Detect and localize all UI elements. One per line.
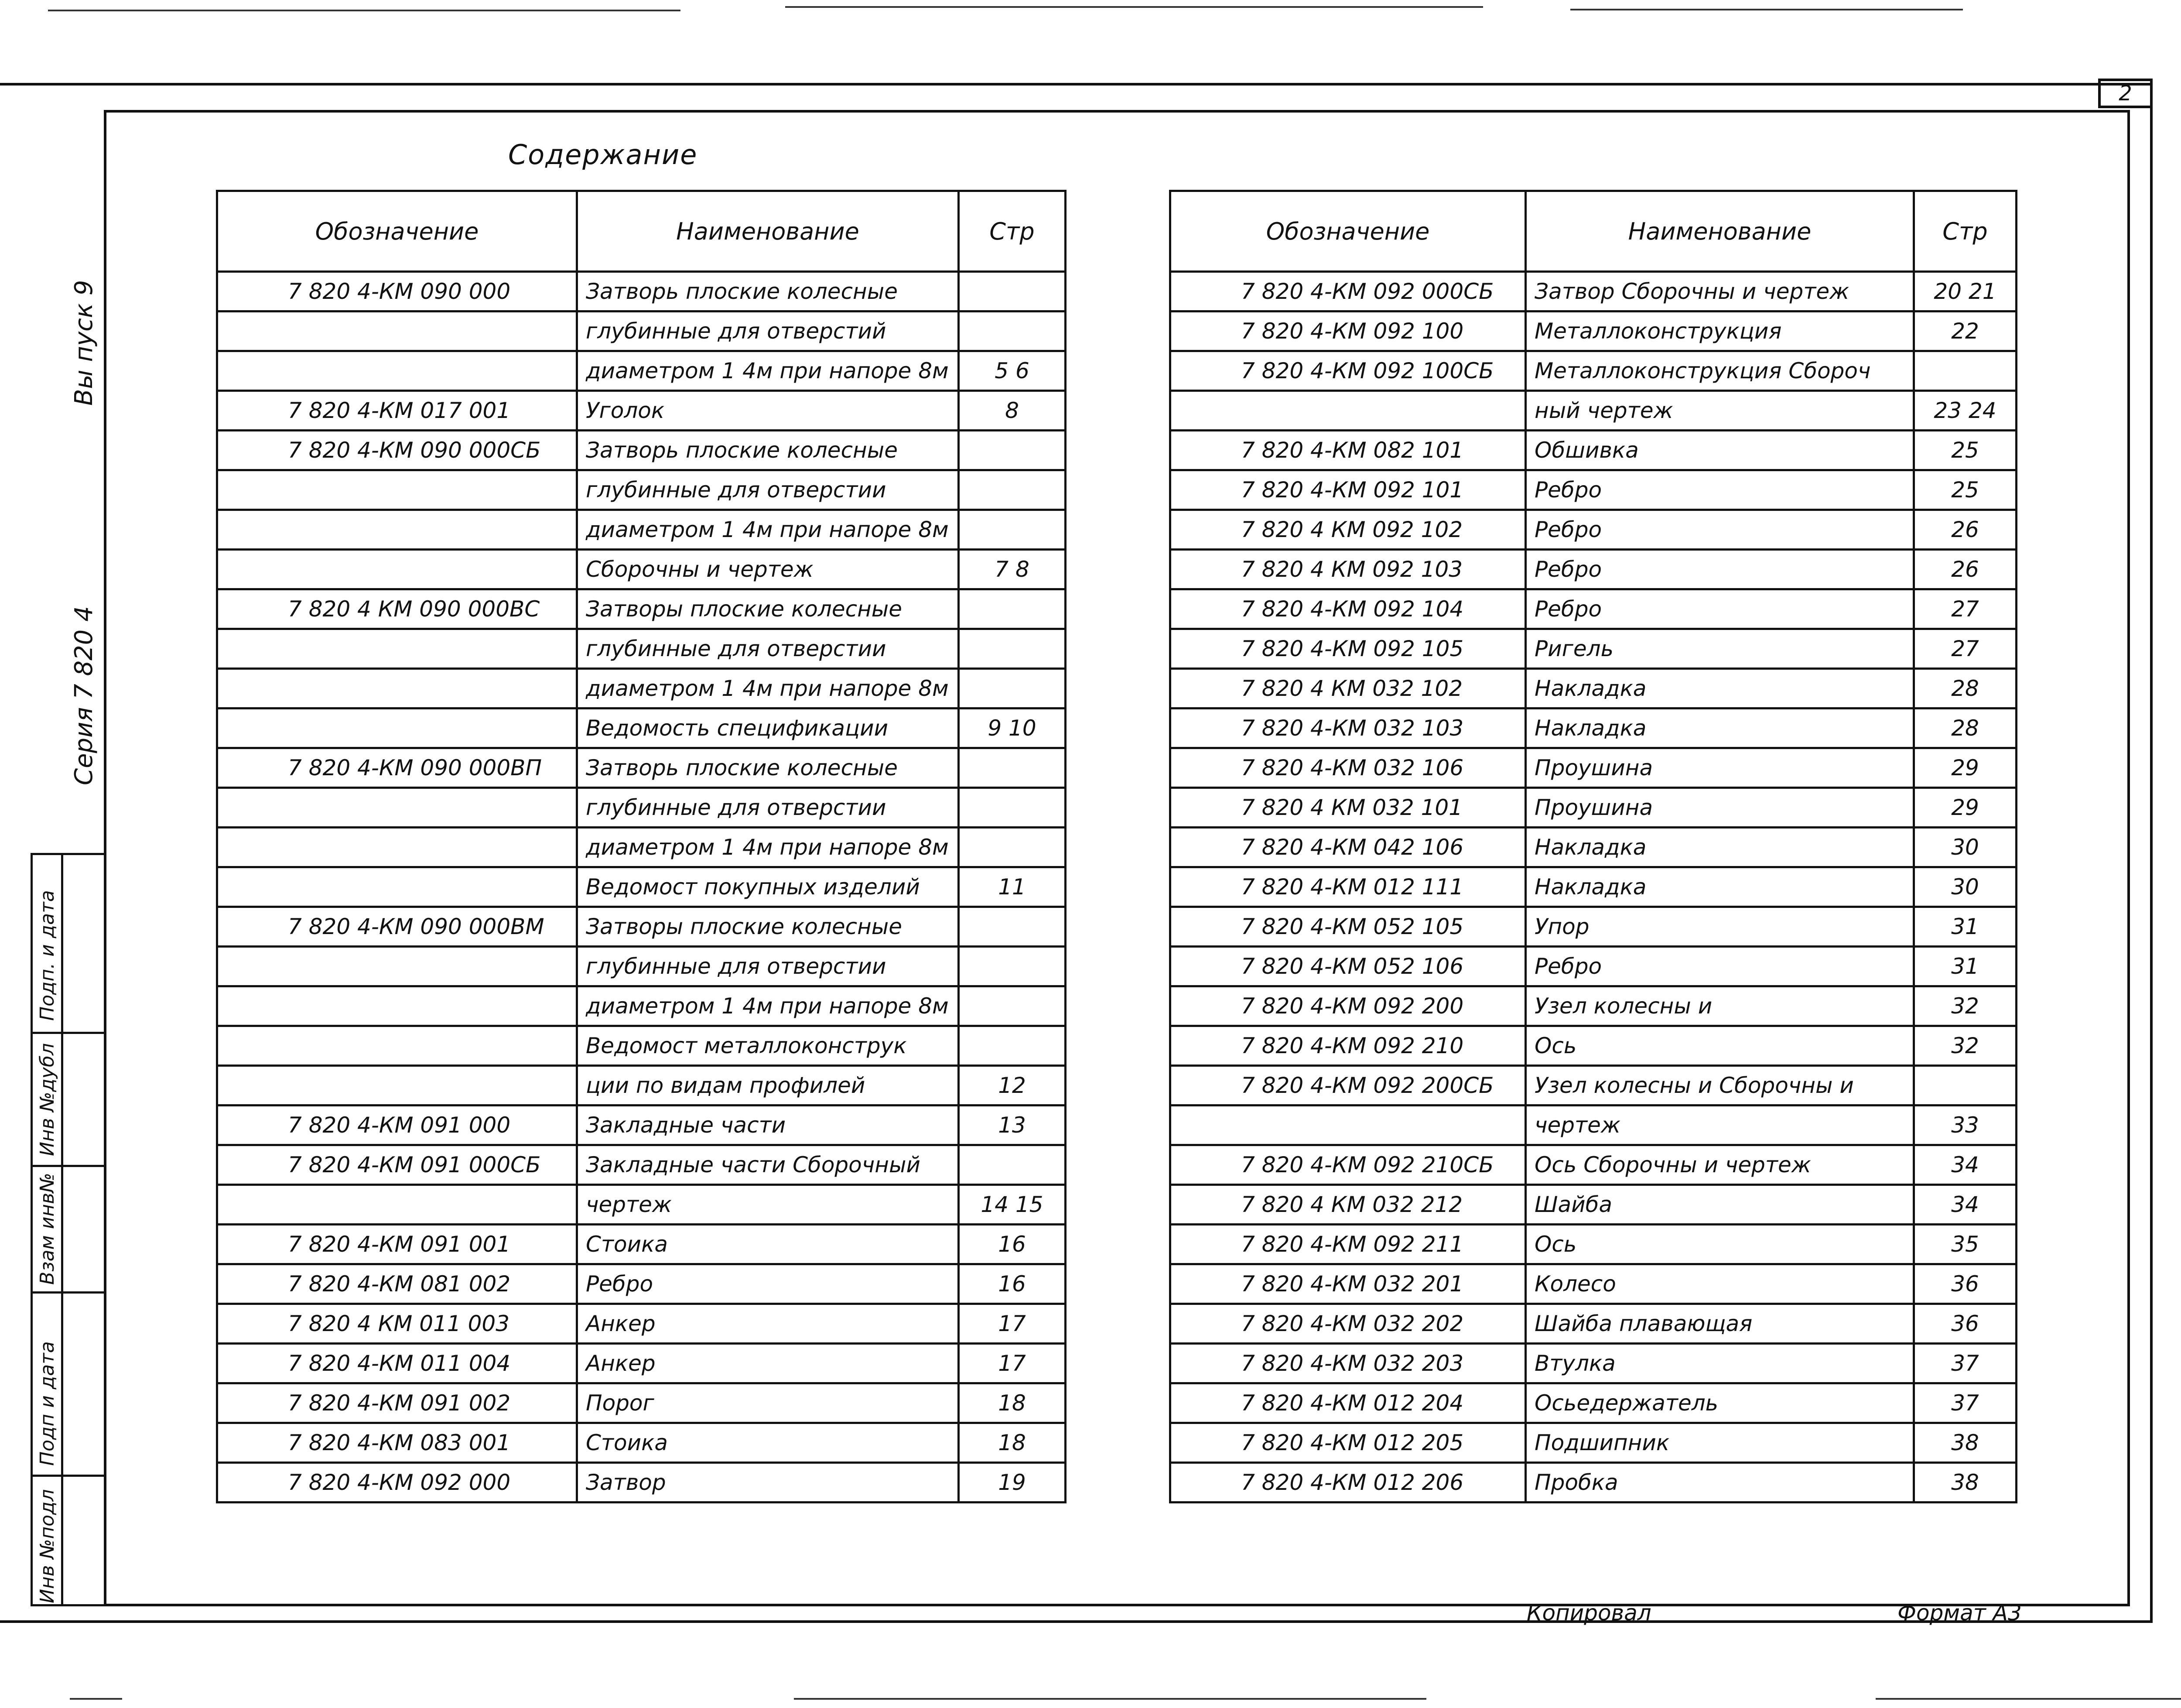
table-row: [217, 1304, 1066, 1344]
copied-label: Копировал: [1527, 1600, 1651, 1626]
scan-line: [794, 1698, 1426, 1700]
cell-page: 25: [1914, 470, 2017, 510]
cell-page: [959, 311, 1066, 351]
cell-name: Стоика: [577, 1225, 959, 1264]
cell-name: ции по видам профилей: [577, 1066, 959, 1106]
cell-name: Ребро: [577, 1264, 959, 1304]
cell-designation: 7 820 4-КМ 090 000ВМ: [217, 907, 577, 947]
cell-designation: 7 820 4-КМ 032 201: [1170, 1264, 1526, 1304]
cell-designation: [1170, 391, 1526, 431]
table-row: [217, 470, 1066, 510]
cell-name: Ведомост покупных изделий: [577, 867, 959, 907]
cell-name: ный чертеж: [1526, 391, 1914, 431]
cell-page: [959, 788, 1066, 828]
cell-name: Ось: [1526, 1225, 1914, 1264]
table-row: [1170, 589, 2017, 629]
header-name: Наименование: [577, 191, 959, 272]
cell-name: Узел колесны и Сборочны и: [1526, 1066, 1914, 1106]
cell-name: Проушина: [1526, 788, 1914, 828]
stamp-replace-inv: Взам инв№: [36, 1173, 58, 1285]
cell-page: [1914, 1066, 2017, 1106]
cell-page: [959, 907, 1066, 947]
cell-name: Упор: [1526, 907, 1914, 947]
table-row: [1170, 391, 2017, 431]
table-row: [1170, 986, 2017, 1026]
table-row: [217, 1344, 1066, 1383]
cell-name: Уголок: [577, 391, 959, 431]
cell-name: Накладка: [1526, 669, 1914, 709]
cell-name: Ригель: [1526, 629, 1914, 669]
cell-page: 11: [959, 867, 1066, 907]
cell-page: [959, 1145, 1066, 1185]
cell-designation: [217, 311, 577, 351]
table-row: [217, 1066, 1066, 1106]
table-row: [1170, 272, 2017, 311]
cell-name: Узел колесны и: [1526, 986, 1914, 1026]
table-row: [1170, 1383, 2017, 1423]
cell-page: 38: [1914, 1423, 2017, 1463]
cell-designation: 7 820 4-КМ 091 001: [217, 1225, 577, 1264]
cell-name: чертеж: [1526, 1106, 1914, 1145]
cell-designation: [217, 669, 577, 709]
cell-page: 38: [1914, 1463, 2017, 1503]
table-row: [217, 907, 1066, 947]
table-row: [217, 1225, 1066, 1264]
table-row: [217, 1463, 1066, 1503]
table-row: [1170, 1344, 2017, 1383]
table-row: [217, 828, 1066, 867]
cell-designation: 7 820 4-КМ 052 106: [1170, 947, 1526, 986]
side-stamp: [31, 853, 104, 1606]
cell-page: 26: [1914, 550, 2017, 589]
cell-name: глубинные для отверстий: [577, 311, 959, 351]
table-row: [217, 311, 1066, 351]
page-title: Содержание: [508, 139, 698, 171]
table-row: [217, 709, 1066, 748]
cell-designation: [217, 470, 577, 510]
cell-name: Обшивка: [1526, 431, 1914, 470]
header-name: Наименование: [1526, 191, 1914, 272]
cell-name: Шайба: [1526, 1185, 1914, 1225]
cell-page: [1914, 351, 2017, 391]
cell-name: Стоика: [577, 1423, 959, 1463]
cell-name: Пробка: [1526, 1463, 1914, 1503]
cell-designation: [217, 1066, 577, 1106]
cell-name: Ребро: [1526, 550, 1914, 589]
cell-designation: [217, 709, 577, 748]
stamp-dup-inv: Инв №дубл: [36, 1043, 58, 1156]
cell-designation: 7 820 4-КМ 090 000СБ: [217, 431, 577, 470]
cell-page: 9 10: [959, 709, 1066, 748]
table-row: [1170, 1264, 2017, 1304]
cell-name: Затворь плоские колесные: [577, 272, 959, 311]
cell-page: 7 8: [959, 550, 1066, 589]
cell-page: 8: [959, 391, 1066, 431]
cell-page: 34: [1914, 1145, 2017, 1185]
cell-page: 14 15: [959, 1185, 1066, 1225]
cell-designation: 7 820 4-КМ 092 100СБ: [1170, 351, 1526, 391]
table-row: [217, 1106, 1066, 1145]
cell-designation: 7 820 4-КМ 092 200СБ: [1170, 1066, 1526, 1106]
scan-line: [48, 10, 680, 11]
cell-name: Затвор Сборочны и чертеж: [1526, 272, 1914, 311]
cell-name: Затворы плоские колесные: [577, 907, 959, 947]
cell-name: Подшипник: [1526, 1423, 1914, 1463]
series-label: Серия 7 820 4: [70, 606, 98, 785]
cell-designation: 7 820 4-КМ 092 210: [1170, 1026, 1526, 1066]
table-row: [217, 431, 1066, 470]
cell-page: 37: [1914, 1383, 2017, 1423]
table-row: [1170, 1106, 2017, 1145]
cell-page: [959, 947, 1066, 986]
cell-page: 34: [1914, 1185, 2017, 1225]
table-row: [1170, 1066, 2017, 1106]
cell-designation: 7 820 4-КМ 090 000ВП: [217, 748, 577, 788]
cell-designation: 7 820 4-КМ 092 101: [1170, 470, 1526, 510]
cell-page: [959, 510, 1066, 550]
cell-page: 12: [959, 1066, 1066, 1106]
cell-page: 18: [959, 1383, 1066, 1423]
cell-page: 33: [1914, 1106, 2017, 1145]
cell-name: Затворь плоские колесные: [577, 748, 959, 788]
cell-name: Накладка: [1526, 709, 1914, 748]
cell-page: [959, 431, 1066, 470]
table-row: [1170, 907, 2017, 947]
table-row: [217, 867, 1066, 907]
cell-designation: 7 820 4-КМ 092 200: [1170, 986, 1526, 1026]
table-row: [1170, 748, 2017, 788]
cell-designation: 7 820 4-КМ 083 001: [217, 1423, 577, 1463]
table-row: [217, 748, 1066, 788]
cell-page: 16: [959, 1264, 1066, 1304]
cell-page: 29: [1914, 748, 2017, 788]
table-row: [217, 788, 1066, 828]
cell-designation: 7 820 4-КМ 032 106: [1170, 748, 1526, 788]
cell-name: Закладные части Сборочный: [577, 1145, 959, 1185]
cell-designation: [217, 1185, 577, 1225]
table-row: [1170, 1463, 2017, 1503]
issue-label: Вы пуск 9: [70, 280, 98, 406]
cell-name: диаметром 1 4м при напоре 8м: [577, 828, 959, 867]
cell-name: Анкер: [577, 1304, 959, 1344]
stamp-divider: [33, 1475, 106, 1477]
cell-designation: [1170, 1106, 1526, 1145]
cell-page: [959, 470, 1066, 510]
cell-designation: [217, 788, 577, 828]
cell-designation: [217, 629, 577, 669]
table-row: [217, 1423, 1066, 1463]
cell-page: 27: [1914, 589, 2017, 629]
table-row: [1170, 629, 2017, 669]
table-header-row: [217, 191, 1066, 272]
cell-page: 23 24: [1914, 391, 2017, 431]
cell-name: Ребро: [1526, 510, 1914, 550]
left-contents-table: [216, 190, 1067, 1503]
table-row: [1170, 1423, 2017, 1463]
scan-line: [1876, 1698, 2181, 1700]
cell-name: Затворы плоские колесные: [577, 589, 959, 629]
table-row: [1170, 788, 2017, 828]
cell-designation: 7 820 4-КМ 091 000: [217, 1106, 577, 1145]
table-row: [217, 669, 1066, 709]
cell-page: 28: [1914, 709, 2017, 748]
cell-name: Ведомость спецификации: [577, 709, 959, 748]
cell-designation: 7 820 4 КМ 092 103: [1170, 550, 1526, 589]
cell-designation: 7 820 4-КМ 032 203: [1170, 1344, 1526, 1383]
cell-name: глубинные для отверстии: [577, 947, 959, 986]
table-row: [1170, 828, 2017, 867]
cell-designation: 7 820 4-КМ 012 111: [1170, 867, 1526, 907]
cell-designation: [217, 510, 577, 550]
sheet-number: 2: [2098, 79, 2153, 108]
cell-designation: 7 820 4-КМ 012 205: [1170, 1423, 1526, 1463]
table-row: [1170, 550, 2017, 589]
cell-page: [959, 589, 1066, 629]
cell-name: чертеж: [577, 1185, 959, 1225]
cell-name: Втулка: [1526, 1344, 1914, 1383]
cell-name: диаметром 1 4м при напоре 8м: [577, 669, 959, 709]
table-row: [1170, 867, 2017, 907]
table-row: [1170, 669, 2017, 709]
cell-name: Ось: [1526, 1026, 1914, 1066]
cell-page: 19: [959, 1463, 1066, 1503]
cell-designation: 7 820 4 КМ 011 003: [217, 1304, 577, 1344]
cell-name: Ось Сборочны и чертеж: [1526, 1145, 1914, 1185]
cell-designation: [217, 550, 577, 589]
cell-designation: [217, 986, 577, 1026]
cell-designation: 7 820 4-КМ 090 000: [217, 272, 577, 311]
cell-page: 17: [959, 1344, 1066, 1383]
table-row: [1170, 947, 2017, 986]
cell-name: Металлоконструкция Сбороч: [1526, 351, 1914, 391]
cell-name: Шайба плавающая: [1526, 1304, 1914, 1344]
header-page: Стр: [1914, 191, 2017, 272]
header-page: Стр: [959, 191, 1066, 272]
cell-name: Накладка: [1526, 828, 1914, 867]
cell-page: [959, 1026, 1066, 1066]
cell-designation: 7 820 4 КМ 092 102: [1170, 510, 1526, 550]
cell-page: 13: [959, 1106, 1066, 1145]
cell-name: Анкер: [577, 1344, 959, 1383]
header-designation: Обозначение: [217, 191, 577, 272]
table-row: [217, 986, 1066, 1026]
table-row: [1170, 510, 2017, 550]
header-designation: Обозначение: [1170, 191, 1526, 272]
scan-line: [1570, 9, 1963, 10]
cell-name: диаметром 1 4м при напоре 8м: [577, 986, 959, 1026]
stamp-divider: [33, 1032, 106, 1034]
cell-page: 32: [1914, 1026, 2017, 1066]
stamp-sign-date-2: Подп и дата: [36, 1341, 58, 1466]
cell-designation: 7 820 4-КМ 081 002: [217, 1264, 577, 1304]
cell-page: [959, 828, 1066, 867]
table-row: [1170, 311, 2017, 351]
cell-page: [959, 986, 1066, 1026]
table-row: [217, 1264, 1066, 1304]
cell-name: глубинные для отверстии: [577, 629, 959, 669]
table-row: [1170, 351, 2017, 391]
scan-line: [70, 1698, 122, 1700]
cell-name: Порог: [577, 1383, 959, 1423]
cell-page: 36: [1914, 1264, 2017, 1304]
cell-name: Ребро: [1526, 947, 1914, 986]
table-row: [217, 1185, 1066, 1225]
table-row: [217, 947, 1066, 986]
cell-designation: 7 820 4-КМ 092 000СБ: [1170, 272, 1526, 311]
cell-designation: 7 820 4-КМ 017 001: [217, 391, 577, 431]
cell-name: диаметром 1 4м при напоре 8м: [577, 351, 959, 391]
cell-page: 32: [1914, 986, 2017, 1026]
cell-page: [959, 272, 1066, 311]
cell-designation: [217, 351, 577, 391]
cell-designation: 7 820 4-КМ 092 000: [217, 1463, 577, 1503]
cell-designation: 7 820 4-КМ 091 000СБ: [217, 1145, 577, 1185]
table-row: [217, 510, 1066, 550]
cell-name: Ведомост металлоконструк: [577, 1026, 959, 1066]
cell-name: глубинные для отверстии: [577, 788, 959, 828]
stamp-sign-date: Подп. и дата: [36, 890, 58, 1021]
cell-name: Колесо: [1526, 1264, 1914, 1304]
cell-designation: 7 820 4 КМ 032 212: [1170, 1185, 1526, 1225]
cell-designation: 7 820 4-КМ 042 106: [1170, 828, 1526, 867]
table-row: [1170, 709, 2017, 748]
cell-designation: 7 820 4-КМ 092 210СБ: [1170, 1145, 1526, 1185]
cell-designation: 7 820 4-КМ 011 004: [217, 1344, 577, 1383]
cell-name: Ребро: [1526, 470, 1914, 510]
right-contents-table: [1169, 190, 2017, 1503]
cell-name: Затворь плоские колесные: [577, 431, 959, 470]
cell-designation: 7 820 4-КМ 012 206: [1170, 1463, 1526, 1503]
cell-designation: 7 820 4-КМ 092 211: [1170, 1225, 1526, 1264]
cell-page: 31: [1914, 907, 2017, 947]
cell-name: диаметром 1 4м при напоре 8м: [577, 510, 959, 550]
table-row: [217, 391, 1066, 431]
cell-page: 26: [1914, 510, 2017, 550]
cell-page: 17: [959, 1304, 1066, 1344]
table-row: [217, 351, 1066, 391]
table-row: [1170, 470, 2017, 510]
table-row: [217, 550, 1066, 589]
table-row: [1170, 431, 2017, 470]
cell-designation: [217, 1026, 577, 1066]
cell-page: 29: [1914, 788, 2017, 828]
cell-designation: 7 820 4-КМ 032 103: [1170, 709, 1526, 748]
cell-page: 37: [1914, 1344, 2017, 1383]
table-row: [217, 629, 1066, 669]
scan-line: [785, 6, 1483, 8]
cell-page: 30: [1914, 828, 2017, 867]
cell-name: Ребро: [1526, 589, 1914, 629]
cell-designation: 7 820 4-КМ 092 104: [1170, 589, 1526, 629]
cell-page: 22: [1914, 311, 2017, 351]
table-row: [1170, 1225, 2017, 1264]
cell-name: Металлоконструкция: [1526, 311, 1914, 351]
cell-name: Закладные части: [577, 1106, 959, 1145]
cell-name: глубинные для отверстии: [577, 470, 959, 510]
cell-page: 28: [1914, 669, 2017, 709]
cell-page: 35: [1914, 1225, 2017, 1264]
cell-designation: 7 820 4 КМ 090 000ВС: [217, 589, 577, 629]
cell-page: 31: [1914, 947, 2017, 986]
cell-page: [959, 629, 1066, 669]
cell-designation: 7 820 4-КМ 091 002: [217, 1383, 577, 1423]
cell-name: Проушина: [1526, 748, 1914, 788]
table-row: [1170, 1026, 2017, 1066]
cell-designation: [217, 947, 577, 986]
cell-name: Затвор: [577, 1463, 959, 1503]
table-row: [1170, 1145, 2017, 1185]
cell-designation: 7 820 4-КМ 052 105: [1170, 907, 1526, 947]
cell-page: 36: [1914, 1304, 2017, 1344]
table-header-row: [1170, 191, 2017, 272]
table-row: [217, 1383, 1066, 1423]
cell-designation: 7 820 4 КМ 032 102: [1170, 669, 1526, 709]
cell-designation: 7 820 4-КМ 012 204: [1170, 1383, 1526, 1423]
table-row: [1170, 1304, 2017, 1344]
stamp-divider: [33, 1291, 106, 1294]
table-row: [217, 1026, 1066, 1066]
cell-page: 30: [1914, 867, 2017, 907]
cell-page: 25: [1914, 431, 2017, 470]
format-label: Формат А3: [1897, 1600, 2022, 1626]
cell-page: 20 21: [1914, 272, 2017, 311]
cell-name: Накладка: [1526, 867, 1914, 907]
table-row: [217, 589, 1066, 629]
cell-name: Осьедержатель: [1526, 1383, 1914, 1423]
table-row: [217, 272, 1066, 311]
cell-page: 18: [959, 1423, 1066, 1463]
cell-page: 16: [959, 1225, 1066, 1264]
table-row: [217, 1145, 1066, 1185]
stamp-divider: [33, 1165, 106, 1167]
cell-designation: [217, 867, 577, 907]
cell-page: [959, 669, 1066, 709]
cell-designation: 7 820 4-КМ 082 101: [1170, 431, 1526, 470]
cell-designation: 7 820 4 КМ 032 101: [1170, 788, 1526, 828]
cell-designation: 7 820 4-КМ 092 100: [1170, 311, 1526, 351]
cell-designation: [217, 828, 577, 867]
table-row: [1170, 1185, 2017, 1225]
stamp-orig-inv: Инв №подл: [36, 1489, 58, 1603]
cell-page: 5 6: [959, 351, 1066, 391]
cell-designation: 7 820 4-КМ 092 105: [1170, 629, 1526, 669]
cell-name: Сборочны и чертеж: [577, 550, 959, 589]
cell-page: 27: [1914, 629, 2017, 669]
cell-designation: 7 820 4-КМ 032 202: [1170, 1304, 1526, 1344]
cell-page: [959, 748, 1066, 788]
